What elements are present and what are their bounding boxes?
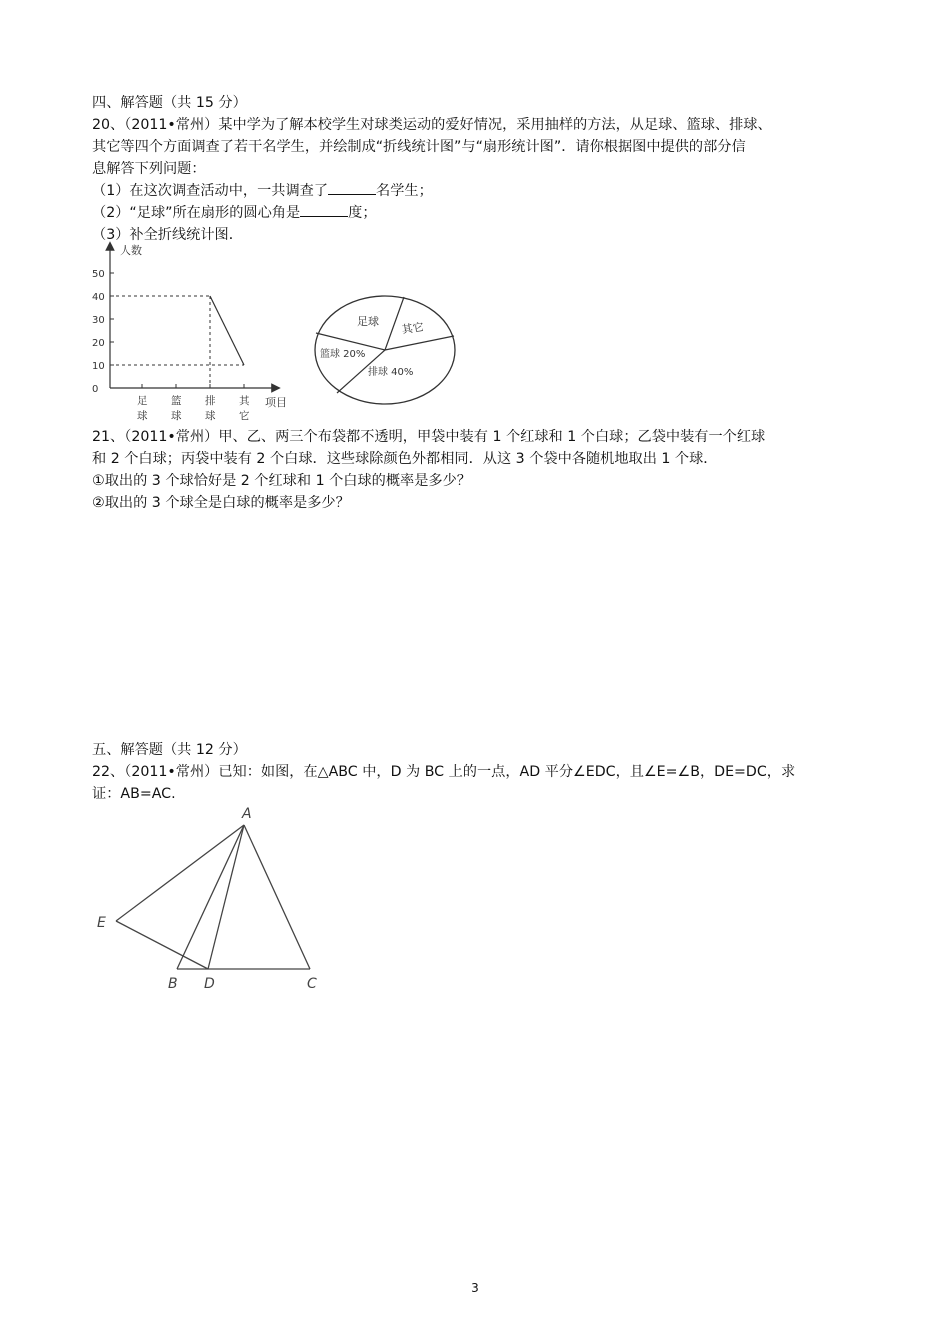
pie-divider-left <box>316 333 385 350</box>
segment-AB <box>177 825 244 969</box>
y-tick-label: 40 <box>92 292 105 303</box>
x-category-label: 其 <box>239 395 250 407</box>
line-chart <box>80 240 300 430</box>
label-B: B <box>168 976 178 992</box>
q20-sub3: （3）补全折线统计图． <box>92 227 243 243</box>
x-category-label: 球 <box>137 410 148 422</box>
x-category-label: 球 <box>205 410 216 422</box>
answer-blank-1[interactable] <box>328 180 376 195</box>
y-tick-label: 30 <box>92 315 105 326</box>
x-categories <box>137 384 250 422</box>
q20-line3: 息解答下列问题： <box>92 161 206 177</box>
x-category-label: 篮 <box>171 395 182 407</box>
x-axis-label: 项目 <box>265 396 287 409</box>
q20-sub1-suffix: 名学生； <box>376 183 433 199</box>
segment-AD <box>208 825 244 969</box>
q22-line2: 证：AB=AC. <box>92 786 176 802</box>
data-line <box>210 296 244 365</box>
section-4-title: 四、解答题（共 15 分） <box>92 95 247 111</box>
y-tick-label: 20 <box>92 338 105 349</box>
answer-blank-2[interactable] <box>300 202 348 217</box>
q21-item1: ①取出的 3 个球恰好是 2 个红球和 1 个白球的概率是多少？ <box>92 473 471 489</box>
q21-line1: 21、（2011•常州）甲、乙、两三个布袋都不透明，甲袋中装有 1 个红球和 1 个白球；乙袋中装有一个红球 <box>92 429 766 445</box>
pie-label-football: 足球 <box>357 315 379 328</box>
segment-ED <box>116 921 208 969</box>
q21-item2: ②取出的 3 个球全是白球的概率是多少？ <box>92 495 350 511</box>
pie-label-basketball: 篮球 20% <box>320 349 366 360</box>
q20-line1: 20、（2011•常州）某中学为了解本校学生对球类运动的爱好情况，采用抽样的方法，从足球、篮球、排球、 <box>92 117 772 133</box>
q20-sub1-prefix: （1）在这次调查活动中，一共调查了 <box>92 183 329 199</box>
q20-sub1 <box>92 180 872 203</box>
section-5-title: 五、解答题（共 12 分） <box>92 742 247 758</box>
x-category-label: 球 <box>171 410 182 422</box>
segment-EA <box>116 825 244 921</box>
guide-lines <box>110 296 244 388</box>
triangle-figure <box>90 800 340 995</box>
pie-chart <box>312 295 462 410</box>
q22-line1: 22、（2011•常州）已知：如图，在△ABC 中，D 为 BC 上的一点，AD 平分∠EDC，且∠E=∠B，DE=DC，求 <box>92 764 796 780</box>
pie-label-volleyball: 排球 40% <box>368 367 414 378</box>
segment-AC <box>244 825 310 969</box>
label-D: D <box>204 976 215 992</box>
y-tick-label: 10 <box>92 361 105 372</box>
x-category-label: 排 <box>205 395 216 407</box>
x-category-label: 足 <box>137 395 148 407</box>
label-A: A <box>242 806 252 822</box>
q20-sub2-prefix: （2）“足球”所在扇形的圆心角是 <box>92 205 301 221</box>
y-axis-label: 人数 <box>120 244 142 257</box>
x-category-label: 它 <box>239 410 250 422</box>
q21-line2: 和 2 个白球；丙袋中装有 2 个白球．这些球除颜色外都相同．从这 3 个袋中各随机地取出 1 个球． <box>92 451 718 467</box>
y-tick-label: 0 <box>92 384 99 395</box>
label-E: E <box>97 915 106 931</box>
q20-sub2 <box>92 202 872 225</box>
pie-label-other: 其它 <box>400 320 425 337</box>
y-ticks <box>92 269 114 395</box>
pie-divider-right <box>385 336 454 350</box>
q20-sub2-suffix: 度； <box>348 205 377 221</box>
q20-line2: 其它等四个方面调查了若干名学生，并绘制成“折线统计图”与“扇形统计图”．请你根据图中提供的部分信 <box>92 139 746 155</box>
y-tick-label: 50 <box>92 269 105 280</box>
page-number: 3 <box>471 1281 479 1295</box>
label-C: C <box>307 976 317 992</box>
